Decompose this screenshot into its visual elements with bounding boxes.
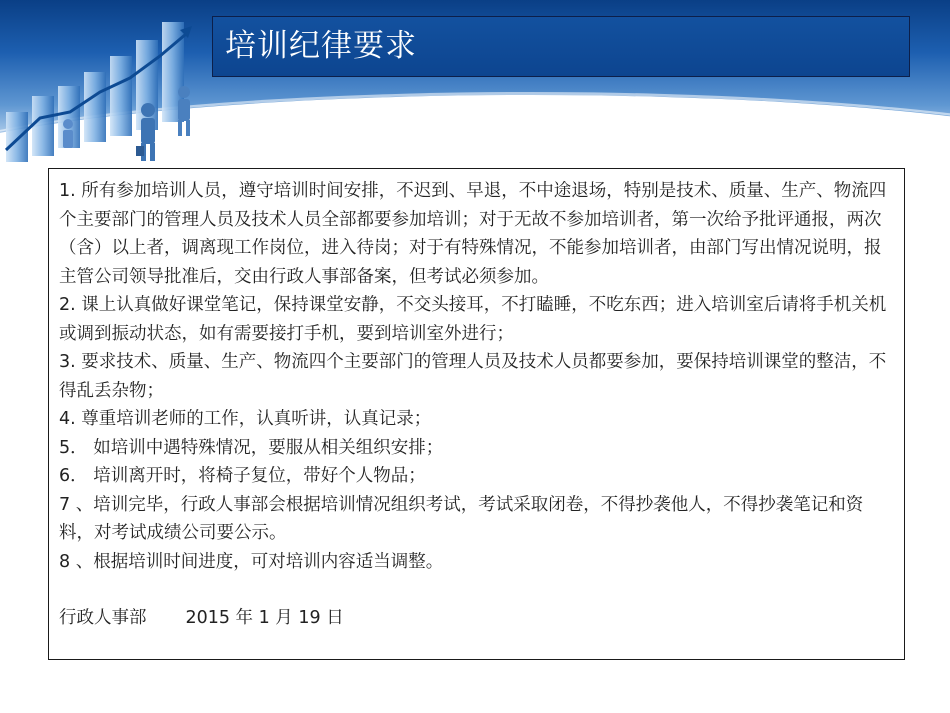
page-title: 培训纪律要求 xyxy=(225,28,417,64)
rule-item-4: 4. 尊重培训老师的工作，认真听讲，认真记录； xyxy=(59,409,432,429)
rule-item-3: 3. 要求技术、质量、生产、物流四个主要部门的管理人员及技术人员都要参加，要保持培训课堂的整洁，不得乱丢杂物； xyxy=(59,352,887,401)
rule-item-7: 7 、培训完毕，行政人事部会根据培训情况组织考试，考试采取闭卷，不得抄袭他人，不得抄袭笔记和资料，对考试成绩公司要公示。 xyxy=(59,494,864,543)
businessman-figure-left xyxy=(63,119,73,148)
signature-date: 2015 年 1 月 19 日 xyxy=(185,608,344,628)
rule-item-5: 5． 如培训中遇特殊情况，要服从相关组织安排； xyxy=(59,437,444,458)
bar-chart-graphic xyxy=(6,22,192,162)
rule-item-2: 2. 课上认真做好课堂笔记，保持课堂安静，不交头接耳，不打瞌睡，不吃东西；进入培训室后请将手机关机或调到振动状态，如有需要接打手机，要到培训室外进行； xyxy=(59,295,887,344)
signature-line xyxy=(59,604,895,633)
rule-item-8: 8 、根据培训时间进度，可对培训内容适当调整。 xyxy=(59,551,444,572)
content-box xyxy=(48,168,905,660)
rules-content xyxy=(59,177,895,633)
business-growth-illustration xyxy=(0,0,230,175)
spacer xyxy=(59,576,895,604)
signature-department: 行政人事部 xyxy=(59,608,147,628)
rule-item-1: 1. 所有参加培训人员，遵守培训时间安排，不迟到、早退，不中途退场，特别是技术、质量、生产、物流四个主要部门的管理人员及技术人员全部都要参加培训；对于无故不参加培训者，第一次给予批评通报，两次（含）以上者，调离现工作岗位，进入待岗；对于有特殊情况，不能参加培训者，由部门写出情况说明，报主管公司领导批准后，交由行政人事部备案，但考试必须参加。 xyxy=(59,181,887,287)
rule-item-6: 6． 培训离开时，将椅子复位，带好个人物品； xyxy=(59,466,426,486)
businessman-figure-right xyxy=(178,86,190,136)
title-box xyxy=(212,16,910,77)
